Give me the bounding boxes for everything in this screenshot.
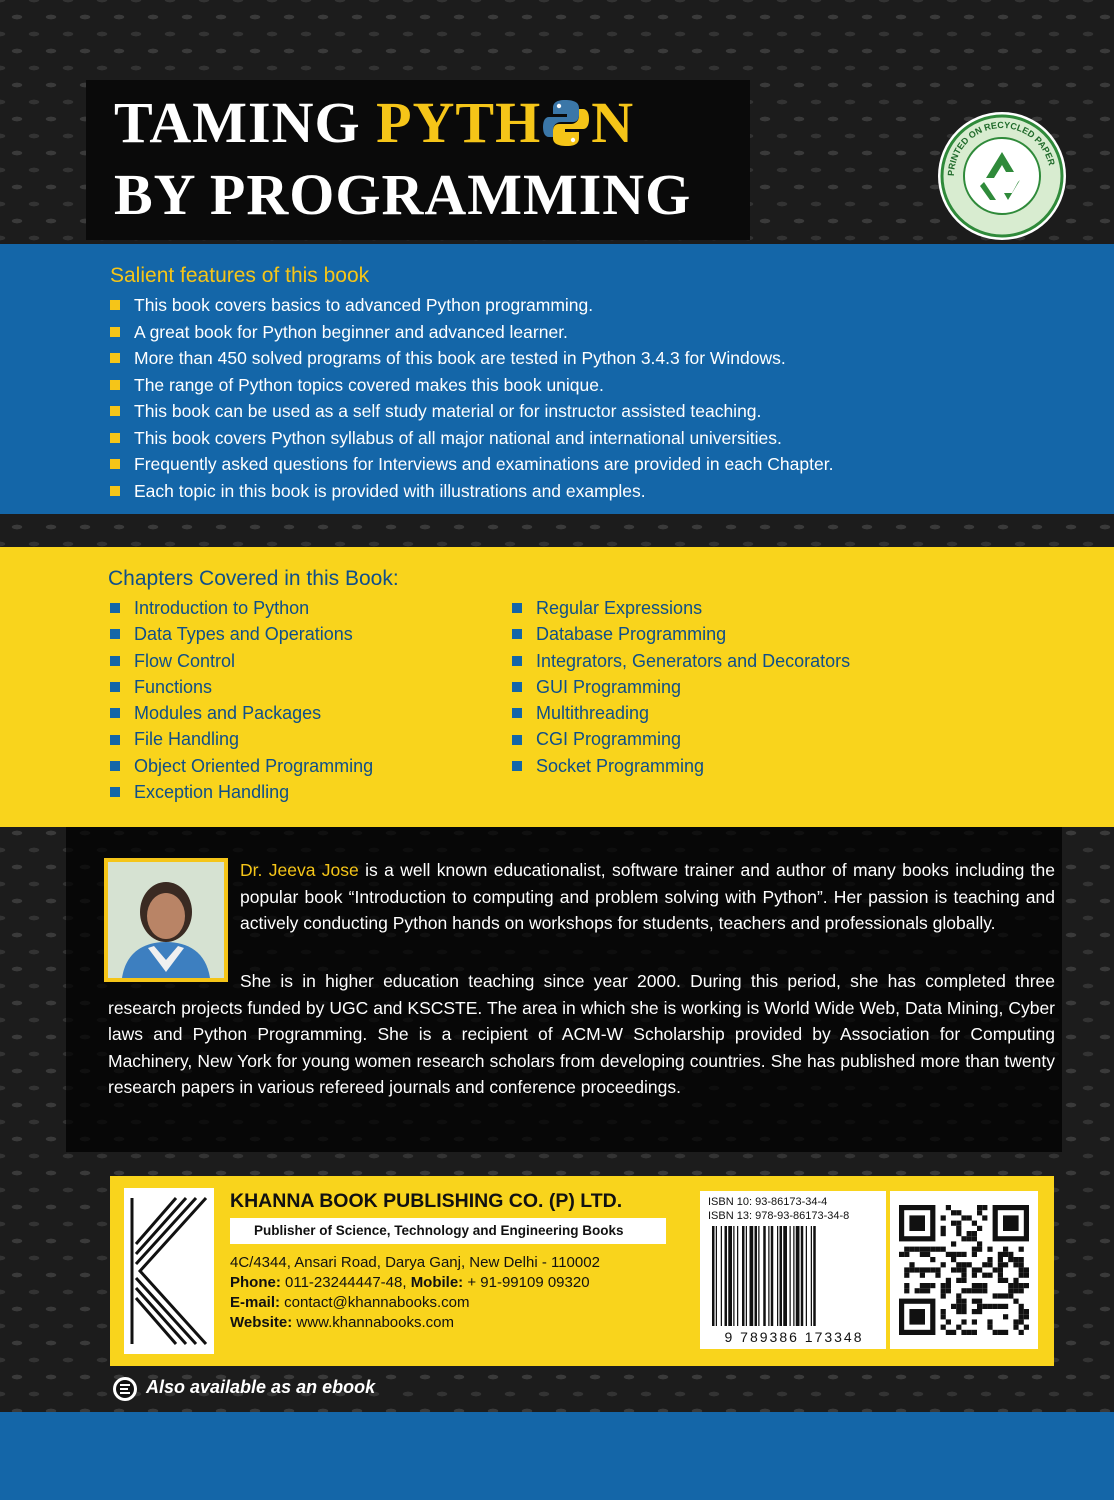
square-bullet-icon bbox=[110, 300, 120, 310]
list-item: Object Oriented Programming bbox=[110, 753, 373, 779]
isbn-13: ISBN 13: 978-93-86173-34-8 bbox=[708, 1210, 850, 1222]
square-bullet-icon bbox=[110, 761, 120, 771]
square-bullet-icon bbox=[110, 459, 120, 469]
list-item: Multithreading bbox=[512, 700, 850, 726]
list-item: Socket Programming bbox=[512, 753, 850, 779]
features-section bbox=[0, 244, 1114, 514]
list-item: Regular Expressions bbox=[512, 595, 850, 621]
list-item: Functions bbox=[110, 674, 373, 700]
title-word-python-a: PYTH bbox=[376, 90, 542, 155]
list-item: CGI Programming bbox=[512, 726, 850, 752]
barcode-icon bbox=[708, 1226, 880, 1326]
square-bullet-icon bbox=[512, 735, 522, 745]
square-bullet-icon bbox=[110, 353, 120, 363]
square-bullet-icon bbox=[512, 603, 522, 613]
chapters-section bbox=[0, 547, 1114, 827]
list-item: Modules and Packages bbox=[110, 700, 373, 726]
ebook-availability-text: Also available as an ebook bbox=[146, 1377, 376, 1397]
list-item: Each topic in this book is provided with illustrations and examples. bbox=[110, 478, 833, 505]
publisher-address: 4C/4344, Ansari Road, Darya Ganj, New Delhi - 110002 bbox=[230, 1254, 600, 1271]
square-bullet-icon bbox=[512, 656, 522, 666]
bottom-bar bbox=[0, 1412, 1114, 1500]
list-item: File Handling bbox=[110, 726, 373, 752]
title-block bbox=[86, 80, 750, 240]
square-bullet-icon bbox=[512, 682, 522, 692]
square-bullet-icon bbox=[110, 380, 120, 390]
square-bullet-icon bbox=[110, 433, 120, 443]
list-item: The range of Python topics covered makes this book unique. bbox=[110, 372, 833, 399]
author-bio-paragraph-1 bbox=[240, 857, 1055, 937]
list-item: This book covers basics to advanced Python programming. bbox=[110, 292, 833, 319]
author-photo bbox=[104, 858, 228, 982]
list-item: Exception Handling bbox=[110, 779, 373, 805]
list-item: This book covers Python syllabus of all major national and international universities. bbox=[110, 425, 833, 452]
square-bullet-icon bbox=[512, 629, 522, 639]
list-item: Flow Control bbox=[110, 648, 373, 674]
chapters-list-right bbox=[512, 595, 850, 779]
mobile-value: + 91-99109 09320 bbox=[463, 1274, 590, 1291]
python-logo-icon bbox=[543, 98, 589, 148]
features-heading: Salient features of this book bbox=[110, 264, 370, 287]
person-silhouette-icon bbox=[108, 862, 224, 978]
title-word-python-b: N bbox=[591, 90, 635, 155]
list-item: GUI Programming bbox=[512, 674, 850, 700]
chapters-list-left bbox=[110, 595, 373, 805]
website-value: www.khannabooks.com bbox=[292, 1314, 454, 1331]
publisher-email-line bbox=[230, 1294, 470, 1311]
email-value: contact@khannabooks.com bbox=[280, 1294, 470, 1311]
square-bullet-icon bbox=[110, 327, 120, 337]
square-bullet-icon bbox=[512, 761, 522, 771]
features-list bbox=[110, 292, 833, 504]
author-bio-text-1: is a well known educationalist, software trainer and author of many books including the popular book “Introduction to computing and problem solving with Python”. Her passion is teaching and actively conducting Python hands on workshops for students, teachers and professionals globally. bbox=[240, 860, 1056, 933]
phone-label: Phone: bbox=[230, 1274, 281, 1291]
list-item: Introduction to Python bbox=[110, 595, 373, 621]
list-item: More than 450 solved programs of this book are tested in Python 3.4.3 for Windows. bbox=[110, 345, 833, 372]
phone-value: 011-23244447-48, bbox=[280, 1274, 411, 1291]
square-bullet-icon bbox=[512, 708, 522, 718]
publisher-tagline: Publisher of Science, Technology and Engineering Books bbox=[254, 1223, 624, 1238]
list-item: Data Types and Operations bbox=[110, 621, 373, 647]
list-item: A great book for Python beginner and advanced learner. bbox=[110, 319, 833, 346]
square-bullet-icon bbox=[110, 787, 120, 797]
publisher-name: KHANNA BOOK PUBLISHING CO. (P) LTD. bbox=[230, 1190, 623, 1212]
square-bullet-icon bbox=[110, 603, 120, 613]
square-bullet-icon bbox=[110, 708, 120, 718]
email-label: E-mail: bbox=[230, 1294, 281, 1311]
qr-code-icon bbox=[890, 1191, 1038, 1349]
recycle-seal-icon bbox=[936, 110, 1068, 242]
publisher-website-line bbox=[230, 1314, 454, 1331]
square-bullet-icon bbox=[110, 682, 120, 692]
square-bullet-icon bbox=[110, 735, 120, 745]
square-bullet-icon bbox=[110, 486, 120, 496]
website-label: Website: bbox=[230, 1314, 293, 1331]
seal-text: PRINTED ON RECYCLED PAPER bbox=[945, 119, 1057, 177]
title-line-1 bbox=[114, 90, 635, 155]
publisher-phone-line bbox=[230, 1274, 590, 1291]
list-item: Database Programming bbox=[512, 621, 850, 647]
barcode-digits: 9 789386 173348 bbox=[724, 1329, 864, 1345]
title-word-taming: TAMING bbox=[114, 90, 377, 155]
square-bullet-icon bbox=[110, 629, 120, 639]
chapters-heading: Chapters Covered in this Book: bbox=[108, 567, 399, 590]
square-bullet-icon bbox=[110, 656, 120, 666]
author-name: Dr. Jeeva Jose bbox=[240, 860, 359, 880]
title-line-2: BY PROGRAMMING bbox=[114, 162, 692, 227]
mobile-label: Mobile: bbox=[410, 1274, 464, 1291]
list-item: Frequently asked questions for Interviews and examinations are provided in each Chapter. bbox=[110, 451, 833, 478]
square-bullet-icon bbox=[110, 406, 120, 416]
isbn-10: ISBN 10: 93-86173-34-4 bbox=[708, 1196, 828, 1208]
list-item: Integrators, Generators and Decorators bbox=[512, 648, 850, 674]
publisher-logo-icon bbox=[124, 1188, 214, 1354]
author-bio-paragraph-2: She is in higher education teaching since year 2000. During this period, she has completed three research projects funded by UGC and KSCSTE. The area in which she is working is World Wide Web, Data Mining, Cyber laws and Python Programming. She is a recipient of ACM-W Scholarship provided by Association for Computing Machinery, New York for young women research scholars from developing countries. She has published more than twenty research papers in various refereed journals and conference proceedings. bbox=[108, 971, 1055, 1097]
ebook-icon bbox=[112, 1376, 138, 1402]
list-item: This book can be used as a self study material or for instructor assisted teaching. bbox=[110, 398, 833, 425]
